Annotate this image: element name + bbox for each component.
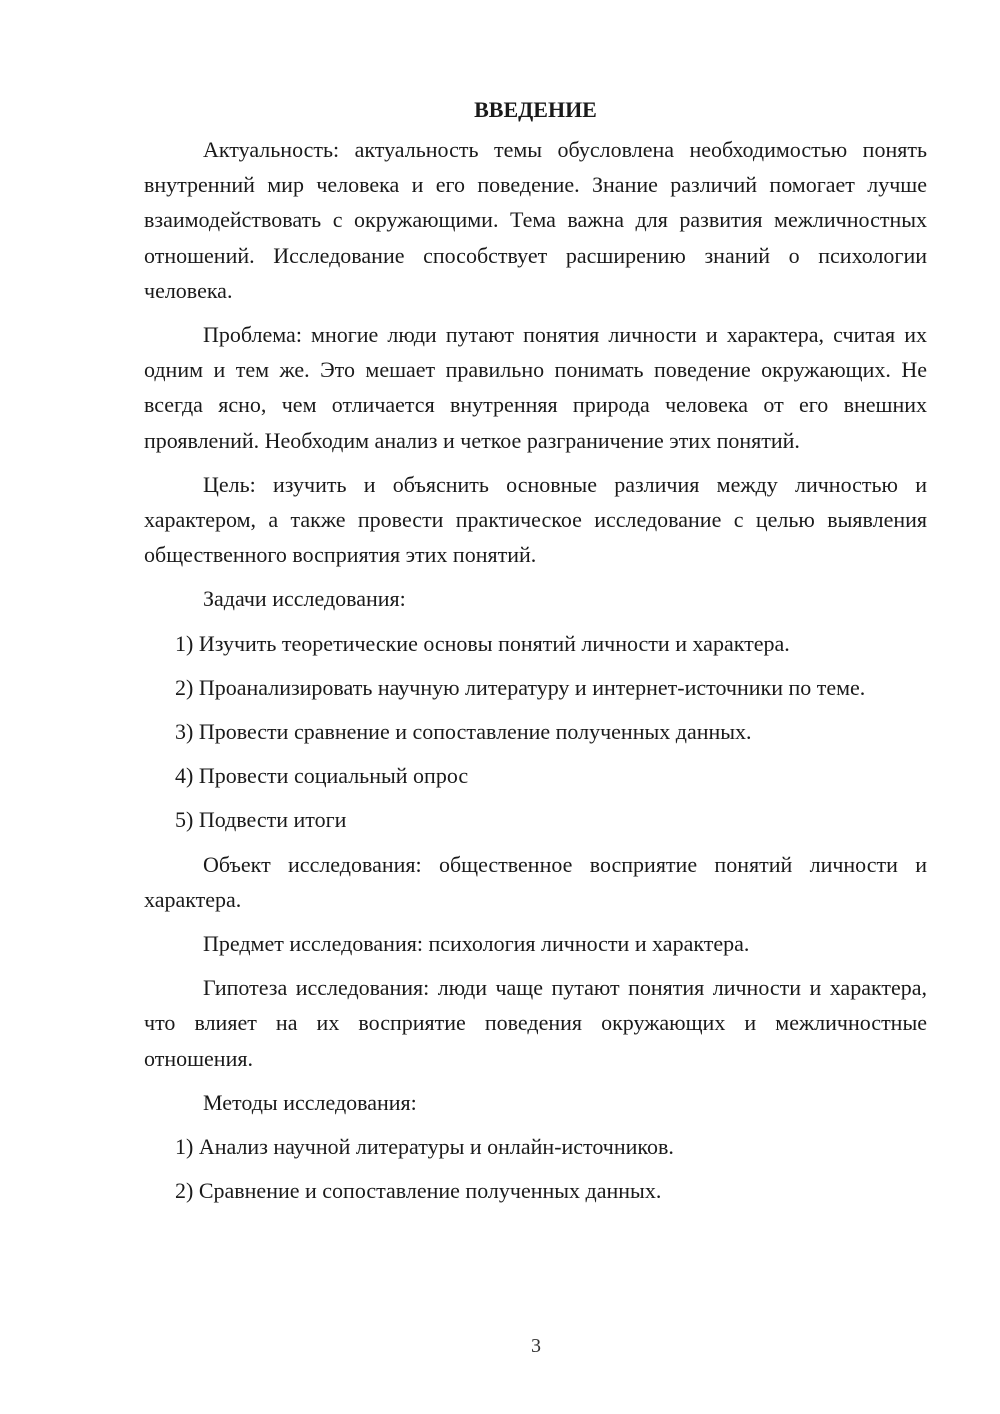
task-item-4: 4) Провести социальный опрос (175, 763, 469, 789)
task-item-1: 1) Изучить теоретические основы понятий личности и характера. (175, 630, 790, 656)
tasks-title: Задачи исследования: (203, 586, 406, 612)
method-item-2: 2) Сравнение и сопоставление полученных данных. (175, 1178, 662, 1204)
method-item-1: 1) Анализ научной литературы и онлайн-источников. (175, 1134, 674, 1160)
problem-paragraph: Проблема: многие люди путают понятия личности и характера, считая их одним и тем же. Это мешает правильно понимать поведение окружающих. Не всегда ясно, чем отличается внутренняя природа человека от его внешних проявлений. Необходим анализ и четкое разграничение этих понятий. (144, 322, 927, 453)
task-item-5: 5) Подвести итоги (175, 807, 347, 833)
task-item-3: 3) Провести сравнение и сопоставление полученных данных. (175, 719, 752, 745)
methods-title: Методы исследования: (203, 1089, 417, 1115)
hypothesis-paragraph: Гипотеза исследования: люди чаще путают понятия личности и характера, что влияет на их восприятие поведения окружающих и межличностные отношения. (144, 975, 927, 1071)
page-content (144, 92, 927, 1217)
goal-paragraph: Цель: изучить и объяснить основные различия между личностью и характером, а также провести практическое исследование с целью выявления общественного восприятия этих понятий. (144, 471, 927, 568)
subject-paragraph: Предмет исследования: психология личности и характера. (203, 931, 750, 957)
task-item-2: 2) Проанализировать научную литературу и интернет-источники по теме. (175, 674, 866, 700)
page-number: 3 (531, 1335, 541, 1357)
section-heading: ВВЕДЕНИЕ (474, 97, 597, 122)
relevance-paragraph: Актуальность: актуальность темы обусловлена необходимостью понять внутренний мир человека и его поведение. Знание различий помогает лучше взаимодействовать с окружающими. Тема важна для развития межличностных отношений. Исследование способствует расширению знаний о психологии человека. (144, 137, 927, 303)
object-paragraph: Объект исследования: общественное восприятие понятий личности и характера. (144, 851, 927, 912)
